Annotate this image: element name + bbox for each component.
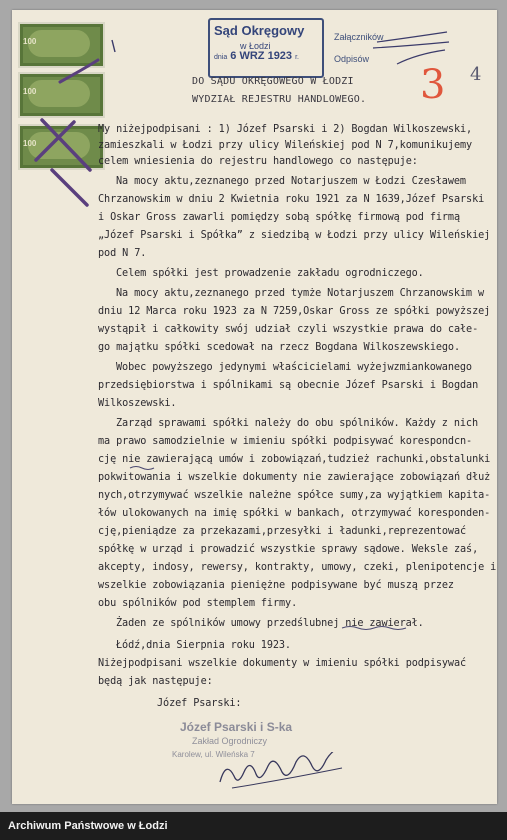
text-line: akcepty, indosy, rewersy, kontrakty, umowy, czeki, plenipotencje i (98, 562, 497, 573)
text-line: Zarząd sprawami spółki należy do obu spólników. Każdy z nich (116, 418, 479, 429)
text-line: łów ulokowanych na imię spółki w bankach, otrzymywać koresponden- (98, 508, 491, 519)
text-line: Na mocy aktu,zeznanego przed tymże Notarjuszem Chrzanowskim w (116, 288, 485, 299)
document-page (12, 10, 497, 804)
text-line: nych,otrzymywać wszelkie należne spółce sumy,za wyjątkiem kapita- (98, 490, 491, 501)
revenue-stamp: 100 (18, 22, 105, 68)
handwritten-signature (212, 752, 362, 796)
document-header-line: DO SĄDU OKRĘGOWEGO W ŁODZI (192, 76, 354, 87)
text-line: będą jak następuje: (98, 676, 213, 687)
text-line: wystąpił i całkowity swój udział czyli wszystkie prawa do całe- (98, 324, 479, 335)
archive-name: Archiwum Państwowe w Łodzi (8, 820, 168, 832)
signatory-name: Józef Psarski: (157, 698, 242, 709)
revenue-stamp: 100 (18, 124, 105, 170)
court-receipt-stamp: Sąd Okręgowy w Łodzi dnia 6 WRZ 1923 r. (208, 18, 324, 78)
text-line: cję nie zawierającą umów i zobowiązań,tudzież rachunki,obstalunki (98, 454, 491, 465)
copies-label: Odpisów (334, 54, 370, 64)
text-line: i Oskar Gross zawarli pomiędzy sobą spółkę firmową pod firmą (98, 212, 461, 223)
text-line: cję,pieniądze za przekazami,przesyłki i ładunki,reprezentować (98, 526, 467, 537)
text-line: Niżejpodpisani wszelkie dokumenty w imieniu spółki podpisywać (98, 658, 467, 669)
text-line: Żaden ze spólników umowy przedślubnej nie zawierał. (116, 618, 424, 629)
text-line: pokwitowania i wszelkie dokumenty nie zawierające zobowiązań dłuż (98, 472, 491, 483)
text-line: My niżejpodpisani : 1) Józef Psarski i 2) Bogdan Wilkoszewski, (98, 124, 473, 135)
company-stamp-name: Józef Psarski i S-ka (180, 720, 293, 734)
text-line: celem wniesienia do rejestru handlowego co następuje: (98, 156, 418, 167)
text-line: Wobec powyższego jedynymi właścicielami wyżejwzmiankowanego (116, 362, 472, 373)
text-line: Łódź,dnia Sierpnia roku 1923. (116, 640, 291, 651)
document-header-line: WYDZIAŁ REJESTRU HANDLOWEGO. (192, 94, 367, 105)
archive-footer (0, 812, 507, 840)
handwritten-margin-number: 4 (470, 64, 482, 85)
text-line: „Józef Psarski i Spółka” z siedzibą w Łodzi przy ulicy Wileńskiej (98, 230, 491, 241)
text-line: Na mocy aktu,zeznanego przed Notarjuszem w Łodzi Czesławem (116, 176, 466, 187)
text-line: dniu 12 Marca roku 1923 za N 7259,Oskar Gross ze spółki powyższej (98, 306, 491, 317)
text-line: Wilkoszewski. (98, 398, 177, 409)
enclosures-label: Załączników (334, 32, 384, 42)
text-line: Chrzanowskim w dniu 2 Kwietnia roku 1921 za N 1639,Józef Psarski (98, 194, 485, 205)
revenue-stamp: 100 (18, 72, 105, 118)
text-line: wszelkie zobowiązania pieniężne podpisywane być muszą przez (98, 580, 454, 591)
handwritten-case-number: 3 (420, 62, 446, 108)
text-line: ma prawo samodzielnie w imieniu spółki podpisywać korespondcn- (98, 436, 473, 447)
text-line: przedsiębiorstwa i spólnikami są obecnie Józef Psarski i Bogdan (98, 380, 479, 391)
text-line: go majątku spółki scedował na rzecz Bogdana Wilkoszewskiego. (98, 342, 461, 353)
company-stamp-address: Karolew, ul. Wileńska 7 (172, 750, 255, 759)
company-stamp-type: Zakład Ogrodniczy (192, 736, 268, 746)
text-line: spółkę w urząd i prowadzić wszystkie sprawy sądowe. Weksle zaś, (98, 544, 479, 555)
text-line: Celem spółki jest prowadzenie zakładu ogrodniczego. (116, 268, 424, 279)
text-line: zamieszkali w Łodzi przy ulicy Wileńskiej pod N 7,komunikujemy (98, 140, 473, 151)
text-line: obu spólników pod stemplem firmy. (98, 598, 298, 609)
underline-marks (12, 10, 497, 804)
text-line: pod N 7. (98, 248, 147, 259)
